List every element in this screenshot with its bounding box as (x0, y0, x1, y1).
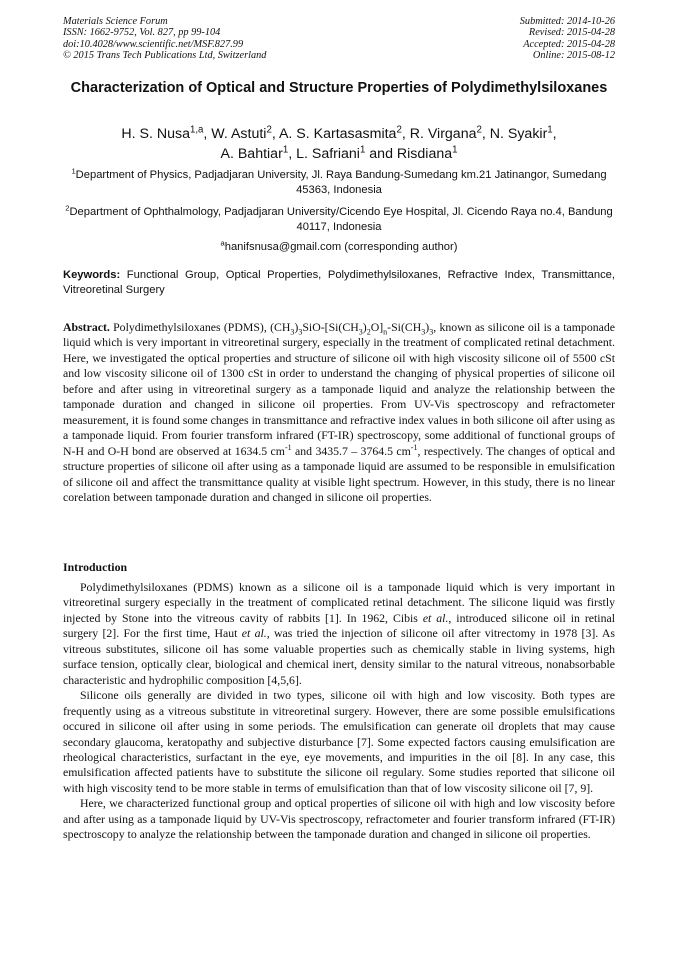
email-mark: a (220, 238, 225, 248)
author-affiliation-mark: 1,a (189, 124, 204, 136)
submitted-date: Submitted: 2014-10-26 (519, 16, 615, 27)
online-date: Online: 2015-08-12 (532, 49, 615, 61)
paragraph-text: Polydimethylsiloxanes (PDMS) known as a silicone oil is a tamponade liquid which is very important in vitreoretinal surgery especially in the treatment of complicated retinal detachment. The silicone liquid was firstly injected by Stone into the vitreous cavity of rabbits [1]. In 1962, Cibis (63, 580, 615, 625)
author-separator: , (552, 126, 557, 142)
abstract-text: Polydimethylsiloxanes (PDMS), (CH (109, 320, 291, 334)
abstract (63, 320, 615, 505)
abstract-label: Abstract. (63, 320, 110, 334)
paragraph-text: , introduced silicone oil in retinal surgery [2]. For the first time, Haut (63, 610, 615, 641)
author-separator: , (481, 126, 490, 142)
copyright-line: © 2015 Trans Tech Publications Ltd, Switzerland (63, 49, 267, 61)
abstract-text: -Si(CH (387, 320, 422, 334)
author-conjunction: and (365, 146, 397, 162)
corresponding-email (63, 240, 615, 255)
abstract-text: , known as silicone oil is a tamponade liquid which is very important in vitreoretinal surgery, especially in the treatment of complicated retinal detachment. Here, we investigated the optical properties and structure of silicone oil with high viscosity silicone oil of 5500 cSt and low viscosity silicone oil of 1300 cSt in order to understand the changing of physical properties of silicone oil before and after using in vitreoretinal surgery as a tamponade liquid and analyze the relationship between the tamponade duration and changed in silicone oil properties. From UV-Vis spectroscopy and refractometer measurement, it is found some changes in transmittance and refractive index values in both silicone oil after using as a tamponade liquid. From fourier transform infrared (FT-IR) spectroscopy, some additional of functional groups of N-H and O-H bond are observed at 1634.5 cm (63, 320, 615, 458)
affiliation-mark: 2 (65, 203, 70, 213)
journal-name: Materials Science Forum (63, 16, 168, 27)
formula-subscript: 3 (429, 327, 434, 337)
formula-subscript: 3 (298, 327, 303, 337)
author-separator: , (271, 126, 279, 142)
abstract-text: and 3435.7 – 3764.5 cm (291, 443, 411, 458)
author-affiliation-mark: 2 (266, 124, 272, 136)
author-affiliation-mark: 1 (547, 124, 553, 136)
keywords (63, 268, 615, 297)
abstract-text: , respectively. The changes of optical and structure properties of silicone oil after using as a tamponade liquid are assumed to be responsible in emulsification of silicone oil and affect the transmittance quality at visible light spectrum. However, in this study, there is no linear corelation between tamponade duration and changed in silicone oil properties. (63, 443, 615, 504)
author-affiliation-mark: 2 (476, 124, 482, 136)
affiliation-text: Department of Physics, Padjadjaran University, Jl. Raya Bandung-Sumedang km.21 Jatinangor, Sumedang 45363, Indonesia (75, 169, 607, 196)
affiliation-1 (63, 168, 615, 197)
author-name: A. S. Kartasasmita (278, 126, 397, 142)
author-list (63, 124, 615, 164)
author-name: L. Safriani (296, 146, 360, 162)
keywords-label: Keywords: (63, 269, 121, 281)
journal-header-right (520, 16, 615, 61)
author-name: N. Syakir (489, 126, 548, 142)
email-link[interactable]: hanifsnusa@gmail.com (corresponding author) (224, 241, 458, 253)
introduction-heading: Introduction (63, 560, 128, 574)
author-name: R. Virgana (409, 126, 477, 142)
author-separator: , (288, 146, 297, 162)
introduction-paragraph (63, 580, 615, 688)
journal-header-left (63, 16, 266, 61)
revised-date: Revised: 2015-04-28 (528, 27, 615, 39)
author-name: A. Bahtiar (220, 146, 283, 162)
author-affiliation-mark: 1 (282, 144, 289, 156)
author-separator: , (203, 126, 212, 142)
author-name: Risdiana (396, 146, 453, 162)
introduction-paragraph: Here, we characterized functional group and optical properties of silicone oil with high and low viscosity before and after using as a tamponade liquid by UV-Vis spectroscopy, refractometer and fourier transform infrared (FT-IR) spectroscopy to analyze the relationship between the tamponade duration and changed in silicone oil properties. (63, 796, 615, 842)
formula-subscript: 3 (358, 327, 363, 337)
author-name: W. Astuti (211, 126, 267, 142)
formula-subscript: 2 (366, 327, 371, 337)
abstract-text: ) (294, 320, 299, 334)
issn-line: ISSN: 1662-9752, Vol. 827, pp 99-104 (63, 27, 221, 39)
abstract-text: SiO-[Si(CH (302, 320, 359, 334)
author-name: H. S. Nusa (121, 126, 190, 142)
affiliation-mark: 1 (71, 166, 76, 176)
paper-title: Characterization of Optical and Structure Properties of Polydimethylsiloxanes (70, 80, 608, 96)
affiliation-text: Department of Ophthalmology, Padjadjaran University/Cicendo Eye Hospital, Jl. Cicendo Raya no.4, Bandung 40117, Indonesia (69, 206, 613, 233)
formula-subscript: 3 (290, 327, 295, 337)
introduction-body (63, 580, 615, 843)
introduction-paragraph: Silicone oils generally are divided in two types, silicone oil with high and low viscosity. Both types are frequently using as a vitreous substitute in vitreoretinal surgery. However, there are some possible emulsifications occured in silicone oil after using in some periods. The emulsification can generate oil droplets that may cause secondary glaucoma, keratopathy and subjective disturbance [7]. Some expected factors causing emulsification are rheological characteristics, surfactant in the eye, eye movements, and impurities in the oil [8]. In any case, this emulsification affected patients have to substitute the silicone oil regulary. Some studies reported that silicone oil with high viscosity tend to be more stable in terms of emulsification than that of low viscosity silicone oil [7, 9]. (63, 688, 615, 795)
paragraph-text: , was tried the injection of silicone oil after vitrectomy in 1978 [3]. As vitreous substitutes, silicone oil has some valuable properties such as chemically stable in living systems, high surface tension, optically clear, biological and chemical inert, density similar to the natural vitreous, nonabsorbable characteristic and hydrophilic composition [4,5,6]. (63, 626, 616, 687)
formula-subscript: 3 (421, 327, 426, 337)
formula-subscript: n (383, 327, 388, 337)
abstract-text: ) (425, 320, 430, 334)
doi-line: doi:10.4028/www.scientific.net/MSF.827.99 (63, 38, 244, 50)
accepted-date: Accepted: 2015-04-28 (523, 38, 615, 50)
et-al-italic: et al. (241, 626, 267, 641)
unit-superscript: -1 (410, 442, 418, 452)
author-separator: , (401, 126, 410, 142)
keywords-text: Functional Group, Optical Properties, Polydimethylsiloxanes, Refractive Index, Transmittance, Vitreoretinal Surgery (63, 269, 615, 296)
abstract-text: O] (370, 320, 384, 334)
affiliation-2 (63, 205, 615, 234)
unit-superscript: -1 (284, 442, 292, 452)
abstract-text: ) (362, 320, 367, 334)
author-affiliation-mark: 1 (359, 144, 366, 156)
author-affiliation-mark: 1 (452, 144, 458, 156)
et-al-italic: et al. (422, 610, 449, 625)
author-affiliation-mark: 2 (396, 124, 402, 136)
